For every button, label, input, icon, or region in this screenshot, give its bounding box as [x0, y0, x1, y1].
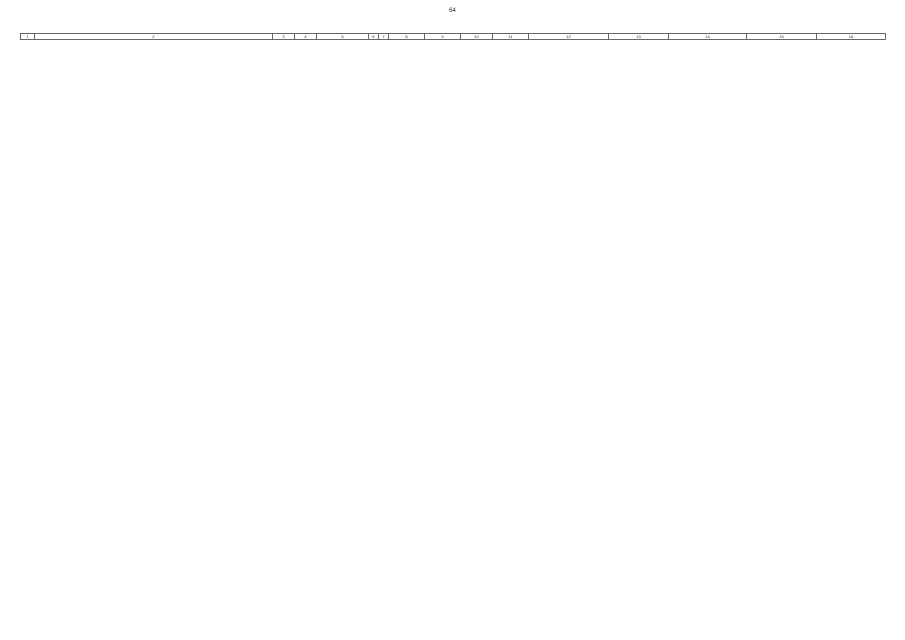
column-number-2: 2 [35, 34, 273, 40]
column-number-13: 13 [609, 34, 669, 40]
column-number-11: 11 [493, 34, 529, 40]
column-number-10: 10 [461, 34, 493, 40]
column-number-row [21, 34, 886, 40]
column-number-5: 5 [317, 34, 369, 40]
column-number-4: 4 [295, 34, 317, 40]
page-number: 64 [449, 8, 456, 14]
column-number-1: 1 [21, 34, 35, 40]
column-number-8: 8 [389, 34, 425, 40]
column-number-12: 12 [529, 34, 609, 40]
column-number-7: 7 [379, 34, 389, 40]
column-number-3: 3 [273, 34, 295, 40]
housing-register-table [20, 33, 886, 40]
column-number-14: 14 [669, 34, 747, 40]
column-number-9: 9 [425, 34, 461, 40]
column-number-16: 16 [817, 34, 886, 40]
column-number-6: 6 [369, 34, 379, 40]
column-number-15: 15 [747, 34, 817, 40]
